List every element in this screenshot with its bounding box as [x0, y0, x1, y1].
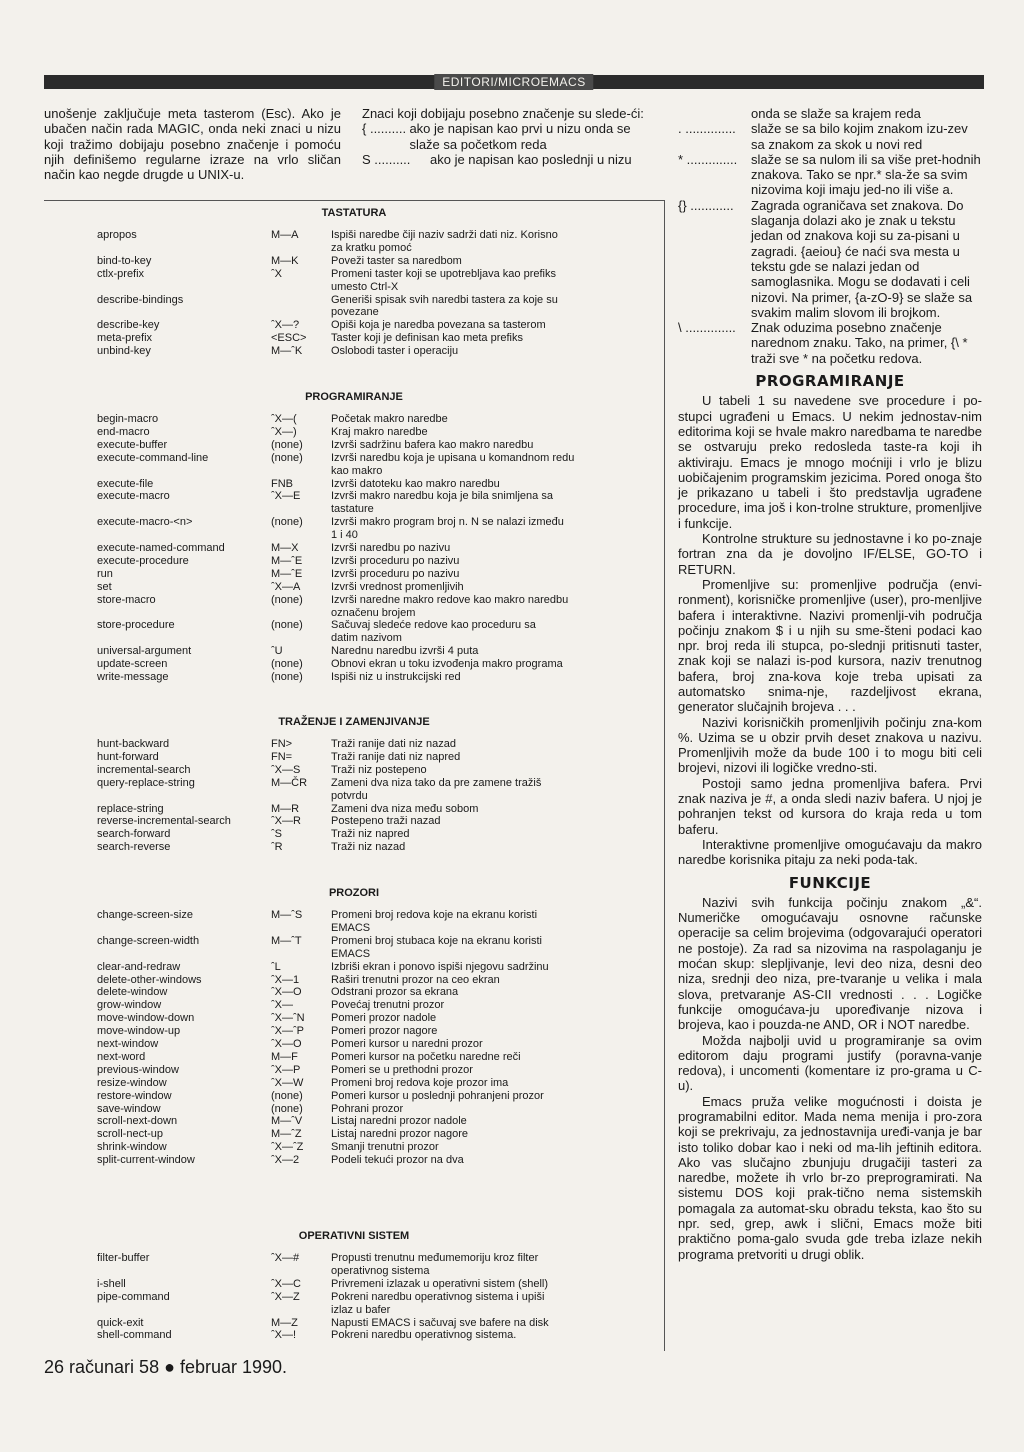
- command-name: bind-to-key: [97, 254, 152, 267]
- definition-text: onda se slaže sa krajem reda: [751, 106, 921, 121]
- key-binding: ˆX—C: [271, 1277, 301, 1290]
- command-name: execute-file: [97, 477, 154, 490]
- definition-symbol: * ..............: [678, 151, 738, 167]
- command-name: apropos: [97, 229, 137, 241]
- key-binding: ˆR: [271, 841, 283, 854]
- key-binding: ˆX: [271, 267, 282, 280]
- description-line: potvrdu: [331, 789, 368, 802]
- key-binding: ˆS: [271, 828, 282, 841]
- description-line: označenu brojem: [331, 606, 416, 619]
- command-description: [331, 619, 581, 645]
- body-paragraph: Interaktivne promenljive omogućavaju da makro naredbe korisnika pitaju za neki poda-tak.: [678, 836, 982, 868]
- command-name: set: [97, 580, 112, 593]
- key-binding: (none): [271, 658, 303, 671]
- column-left: [44, 106, 341, 182]
- command-description: [331, 974, 581, 987]
- description-line: Pokreni naredbu operativnog sistema.: [331, 1329, 517, 1342]
- key-binding: M—K: [271, 254, 299, 267]
- command-description: [331, 999, 581, 1012]
- key-binding: M—A: [271, 229, 299, 241]
- key-binding: ˆX—W: [271, 1076, 304, 1089]
- description-line: Oslobodi taster i operaciju: [331, 345, 459, 358]
- command-name: quick-exit: [97, 1316, 144, 1329]
- command-name: execute-macro-<n>: [97, 516, 193, 529]
- key-binding: ˆX—1: [271, 973, 300, 986]
- definition-row: [678, 106, 982, 121]
- description-line: Traži niz nazad: [331, 841, 406, 854]
- description-line: Izvrši datoteku kao makro naredbu: [331, 477, 500, 490]
- command-description: [331, 490, 581, 516]
- command-name: pipe-command: [97, 1290, 170, 1303]
- command-name: shrink-window: [97, 1141, 167, 1154]
- description-line: Ispiši niz u instrukcijski red: [331, 671, 461, 683]
- description-line: Pomeri prozor nadole: [331, 1012, 437, 1025]
- command-name: delete-other-windows: [97, 973, 202, 986]
- key-binding: ˆX—?: [271, 319, 300, 332]
- command-name: split-current-window: [97, 1154, 195, 1167]
- command-name: replace-string: [97, 802, 164, 815]
- body-paragraph: Nazivi svih funkcija počinju znakom „&“. Numeričke omogućavaju osnovne računske operacije sa celim brojevima (odgovarajući operatori ne postoje). Za rad sa nizovima na raspolaganju je moćan skup: slepljivanje, levi deo niza, desni deo niza, srednji deo niza, pre-tvaranje u velika i mala slova, pretvaranje AS-CII vrednosti . . . Logičke funkcije omogućava-ju upoređivanje nizova i brojeva, kao i pouzda-ne AND, OR i NOT naredbe.: [678, 894, 982, 1033]
- key-binding: M—ˆZ: [271, 1128, 302, 1141]
- description-line: Početak makro naredbe: [331, 413, 448, 425]
- command-description: [331, 1012, 581, 1025]
- command-description: [331, 1128, 581, 1141]
- key-binding: M—F: [271, 1050, 298, 1063]
- command-description: [331, 764, 581, 777]
- command-description: [331, 1154, 581, 1167]
- description-line: Raširi trenutni prozor na ceo ekran: [331, 973, 500, 986]
- description-line: Traži niz postepeno: [331, 763, 427, 776]
- definition-row: [678, 121, 982, 152]
- key-binding: FN=: [271, 750, 293, 763]
- description-line: Izbriši ekran i ponovo ispiši njegovu sadržinu: [331, 960, 549, 973]
- table-section-title: OPERATIVNI SISTEM: [298, 1230, 410, 1242]
- definition-symbol: {} ............: [678, 197, 734, 213]
- command-description: [331, 294, 581, 320]
- description-line: Zameni dva niza među sobom: [331, 802, 479, 815]
- command-name: move-window-down: [97, 1012, 195, 1025]
- description-line: Traži niz napred: [331, 828, 410, 841]
- description-line: Listaj naredni prozor nadole: [331, 1115, 467, 1128]
- description-line: datim nazivom: [331, 632, 402, 645]
- command-description: [331, 1077, 581, 1090]
- description-line: Kraj makro naredbe: [331, 425, 428, 438]
- command-name: previous-window: [97, 1063, 179, 1076]
- body-paragraph: Nazivi korisničkih promenljivih počinju zna-kom %. Uzima se u obzir prvih deset znakova u nazivu. Promenljivih može da bude 100 i to mogu biti celi brojevi, nizovi ili logičke vredno-sti.: [678, 714, 982, 776]
- command-name: query-replace-string: [97, 776, 195, 789]
- command-name: write-message: [97, 671, 169, 683]
- description-line: Pomeri kursor u poslednji pohranjeni prozor: [331, 1089, 544, 1102]
- table-section-title: TASTATURA: [321, 207, 387, 219]
- command-name: next-window: [97, 1038, 159, 1050]
- key-binding: M—Z: [271, 1316, 298, 1329]
- command-description: [331, 1252, 581, 1278]
- command-description: [331, 751, 581, 764]
- command-description: [331, 738, 581, 751]
- key-binding: ˆL: [271, 960, 281, 973]
- table-section-title: TRAŽENJE I ZAMENJIVANJE: [278, 716, 430, 728]
- command-description: [331, 581, 581, 594]
- header-bar: [44, 75, 984, 89]
- definition-text: Zagrada ograničava set znakova. Do slaganja dolazi ako je znak u tekstu jedan od znakova koji su za-pisani u zagradi. {aeiou} će naći sva mesta u tekstu gde se nalazi jedan od samoglasnika. Mogu se dodavati i celi nizovi. Na primer, {a-zO-9} se slaže sa svakim malim slovom ili brojkom.: [751, 197, 973, 320]
- key-binding: ˆX—Z: [271, 1290, 300, 1303]
- key-binding: (none): [271, 619, 303, 632]
- description-line: Pomeri se u prethodni prozor: [331, 1063, 473, 1076]
- def-row: [362, 152, 662, 167]
- key-binding: ˆX—ˆZ: [271, 1141, 304, 1154]
- heading-funkcije: FUNKCIJE: [788, 873, 872, 892]
- body-paragraph: Emacs pruža velike mogućnosti i doista je programabilni editor. Mada nema menija i pro-zora koji se prekrivaju, za jednostavnija uređi-vanja je bar isto toliko dobar kao i neki od ma-lih jeftinih editora. Ako vas slučajno zbunjuju drugačiji tasteri za naredbe, možete ih vrlo br-zo preprogramirati. Na sistemu DOS koji prak-tično nema sistemskih pomagala za automat-sku obradu teksta, kao što su npr. sed, grep, awk i slični, Emacs može biti praktično poma-galo svuda gde treba izlaze nekih programa pretvoriti u drugi oblik.: [678, 1093, 982, 1262]
- description-line: Napusti EMACS i sačuvaj sve bafere na disk: [331, 1316, 549, 1329]
- key-binding: (none): [271, 438, 303, 451]
- column-middle-intro: [362, 106, 662, 167]
- command-name: change-screen-size: [97, 909, 193, 921]
- key-binding: ˆX—A: [271, 580, 301, 593]
- description-line: operativnog sistema: [331, 1264, 430, 1277]
- description-line: Izvrši vrednost promenljivih: [331, 580, 464, 593]
- description-line: Promeni broj stubaca koje na ekranu koristi: [331, 934, 542, 947]
- command-description: [331, 345, 581, 358]
- body-paragraph: Promenljive su: promenljive područja (envi-ronment), korisničke promenljive (user), pro-menljive bafera i interaktivne. Nazivi promenlji-vih područja počinju znakom $ i u njih su sme-šteni podaci kao npr. broj reda ili stupca, po-slednji pritisnuti taster, znak koji se nalazi is-pod kursora, naziv trenutnog bafera, broj zna-kova koje treba upisati za automatsko snima-nje, razdeljivost ekrana, generator slučajnih brojeva . . .: [678, 576, 982, 715]
- key-binding: ˆX—P: [271, 1063, 301, 1076]
- description-line: umesto Ctrl-X: [331, 280, 399, 293]
- key-binding: FN>: [271, 738, 293, 750]
- command-name: save-window: [97, 1102, 161, 1115]
- command-name: filter-buffer: [97, 1252, 150, 1264]
- command-description: [331, 1038, 581, 1051]
- command-name: scroll-nect-up: [97, 1128, 164, 1141]
- description-line: Sačuvaj sledeće redove kao proceduru sa: [331, 619, 536, 632]
- command-description: [331, 555, 581, 568]
- description-line: Izvrši naredbu po nazivu: [331, 542, 451, 554]
- key-binding: M—ČR: [271, 776, 308, 789]
- command-name: execute-named-command: [97, 542, 225, 554]
- description-line: Listaj naredni prozor nagore: [331, 1128, 468, 1141]
- key-binding: ˆX—): [271, 425, 297, 438]
- description-line: Podeli tekući prozor na dva: [331, 1154, 464, 1167]
- definition-symbol: \ ..............: [678, 320, 736, 336]
- key-binding: M—ˆE: [271, 554, 303, 567]
- command-name: universal-argument: [97, 645, 192, 658]
- command-description: [331, 986, 581, 999]
- command-name: restore-window: [97, 1089, 172, 1102]
- definition-text: Znak oduzima posebno značenje narednom znaku. Tako, na primer, {\ * traži sve * na početku redova.: [751, 320, 968, 366]
- def-key: S ..........: [362, 151, 411, 167]
- command-name: hunt-backward: [97, 738, 170, 750]
- command-description: [331, 594, 581, 620]
- body-paragraph: Postoji samo jedna promenljiva bafera. Prvi znak naziva je #, a onda sledi naziv bafera. U njoj je pohranjen tekst od kursora do kraja reda u tom baferu.: [678, 775, 982, 837]
- command-name: store-procedure: [97, 619, 175, 632]
- description-line: izlaz u bafer: [331, 1303, 391, 1316]
- key-binding: ˆX—!: [271, 1329, 297, 1342]
- command-name: store-macro: [97, 593, 156, 606]
- command-name: run: [97, 567, 113, 580]
- command-description: [331, 1278, 581, 1291]
- description-line: Izvrši proceduru po nazivu: [331, 554, 460, 567]
- command-description: [331, 426, 581, 439]
- description-line: 1 i 40: [331, 529, 358, 542]
- definition-symbol: . ..............: [678, 121, 736, 137]
- definition-row: [678, 320, 982, 366]
- command-description: [331, 841, 581, 854]
- description-line: Opiši koja je naredba povezana sa tasterom: [331, 319, 546, 332]
- command-description: [331, 935, 581, 961]
- key-binding: <ESC>: [271, 332, 307, 345]
- command-name: describe-bindings: [97, 293, 184, 306]
- col1-paragraph: unošenje zaključuje meta tasterom (Esc). Ako je ubačen način rada MAGIC, onda neki znaci u nizu koji tražimo dobijaju posebno značenje i pomoću njih definišemo regularne izraze na vrlo sličan način kao negde drugde u UNIX-u.: [44, 106, 341, 183]
- command-description: [331, 1051, 581, 1064]
- description-line: tastature: [331, 503, 374, 516]
- command-description: [331, 671, 581, 684]
- def-key: { ..........: [362, 121, 407, 137]
- command-description: [331, 1103, 581, 1116]
- command-name: begin-macro: [97, 413, 159, 425]
- command-description: [331, 828, 581, 841]
- command-name: next-word: [97, 1050, 146, 1063]
- description-line: Odstrani prozor sa ekrana: [331, 986, 459, 999]
- command-name: end-macro: [97, 425, 150, 438]
- command-name: move-window-up: [97, 1025, 181, 1038]
- command-description: [331, 439, 581, 452]
- command-description: [331, 229, 581, 255]
- command-description: [331, 413, 581, 426]
- def-row: [362, 121, 662, 152]
- command-description: [331, 542, 581, 555]
- command-description: [331, 961, 581, 974]
- definition-text: slaže se sa nulom ili sa više pret-hodnih znakova. Tako se npr.* sla-že sa svim nizovima koji imaju jed-no ili više a.: [751, 151, 981, 198]
- key-binding: (none): [271, 593, 303, 606]
- command-name: execute-buffer: [97, 438, 168, 451]
- description-line: Promeni broj redova koje na ekranu koristi: [331, 909, 538, 921]
- page-footer: 26 računari 58 ● februar 1990.: [44, 1357, 288, 1377]
- command-name: resize-window: [97, 1076, 167, 1089]
- description-line: Narednu naredbu izvrši 4 puta: [331, 645, 479, 658]
- command-description: [331, 658, 581, 671]
- col2-intro: Znaci koji dobijaju posebno značenje su slede-ći:: [362, 106, 644, 121]
- command-description: [331, 803, 581, 816]
- heading-programiranje: PROGRAMIRANJE: [755, 372, 905, 391]
- def-value: ako je napisan kao prvi u nizu onda se slaže sa početkom reda: [409, 121, 631, 152]
- command-description: [331, 1291, 581, 1317]
- command-name: execute-macro: [97, 490, 170, 503]
- command-name: scroll-next-down: [97, 1115, 178, 1128]
- command-description: [331, 1115, 581, 1128]
- key-binding: (none): [271, 1102, 303, 1115]
- command-description: [331, 332, 581, 345]
- key-binding: ˆX—(: [271, 413, 297, 425]
- description-line: Promeni taster koji se upotrebljava kao prefiks: [331, 267, 556, 280]
- key-binding: ˆX—ˆN: [271, 1012, 305, 1025]
- command-name: update-screen: [97, 658, 168, 671]
- command-name: i-shell: [97, 1277, 126, 1290]
- description-line: EMACS: [331, 947, 371, 960]
- description-line: Pomeri kursor u naredni prozor: [331, 1038, 483, 1050]
- description-line: Povećaj trenutni prozor: [331, 999, 445, 1012]
- description-line: kao makro: [331, 464, 383, 477]
- description-line: EMACS: [331, 921, 371, 934]
- command-name: unbind-key: [97, 345, 151, 358]
- definition-symbol: [678, 106, 751, 121]
- key-binding: M—ˆK: [271, 345, 303, 358]
- description-line: Postepeno traži nazad: [331, 815, 441, 828]
- key-binding: ˆX—#: [271, 1252, 300, 1264]
- key-binding: (none): [271, 516, 303, 529]
- key-binding: FNB: [271, 477, 293, 490]
- command-name: hunt-forward: [97, 750, 159, 763]
- command-description: [331, 452, 581, 478]
- key-binding: ˆX—: [271, 999, 293, 1012]
- command-description: [331, 777, 581, 803]
- key-binding: ˆX—ˆP: [271, 1025, 304, 1038]
- description-line: Pokreni naredbu operativnog sistema i upiši: [331, 1290, 545, 1303]
- table-section-title: PROZORI: [328, 887, 380, 899]
- command-name: describe-key: [97, 319, 160, 332]
- command-name: grow-window: [97, 999, 162, 1012]
- description-line: Izvrši proceduru po nazivu: [331, 567, 460, 580]
- command-description: [331, 1025, 581, 1038]
- command-name: execute-procedure: [97, 554, 189, 567]
- key-binding: ˆX—O: [271, 1038, 302, 1050]
- key-binding: M—ˆE: [271, 567, 303, 580]
- command-description: [331, 1064, 581, 1077]
- key-binding: ˆX—O: [271, 986, 302, 999]
- command-description: [331, 815, 581, 828]
- description-line: Zameni dva niza tako da pre zamene tražiš: [331, 776, 542, 789]
- command-description: [331, 1141, 581, 1154]
- description-line: Pohrani prozor: [331, 1102, 404, 1115]
- command-description: [331, 645, 581, 658]
- key-binding: (none): [271, 671, 303, 683]
- description-line: za kratku pomoć: [331, 241, 412, 254]
- description-line: Izvrši sadržinu bafera kao makro naredbu: [331, 438, 534, 451]
- def-value: ako je napisan kao poslednji u nizu: [430, 151, 632, 167]
- command-name: shell-command: [97, 1329, 172, 1342]
- key-binding: (none): [271, 451, 303, 464]
- key-binding: M—ˆS: [271, 909, 303, 921]
- body-paragraph: Možda najbolji uvid u programiranje sa ovim editorom daju programi justify (poravna-vanje redova), i uncomenti (komentare iz pro-grama u C-u).: [678, 1032, 982, 1094]
- description-line: Taster koji je definisan kao meta prefiks: [331, 332, 523, 345]
- key-binding: ˆX—S: [271, 763, 301, 776]
- key-binding: M—ˆV: [271, 1115, 303, 1128]
- key-binding: M—ˆT: [271, 934, 302, 947]
- table-section-title: PROGRAMIRANJE: [305, 391, 403, 403]
- command-description: [331, 1317, 581, 1330]
- definition-row: [678, 198, 982, 320]
- description-line: Izvrši naredne makro redove kao makro naredbu: [331, 593, 569, 606]
- description-line: Pomeri kursor na početku naredne reči: [331, 1050, 521, 1063]
- body-paragraph: U tabeli 1 su navedene sve procedure i po-stupci ugrađeni u Emacs. U nekim jednostav-nim editorima koji se hvale makro naredbama te naredbe se ostvaruju preko redosleda taste-ra koji ih aktiviraju. Emacs je mnogo moćniji i vrlo je blizu uobičajenim programskim jezicima. Pored onoga što je prikazano u tabeli i što predstavlja ugrađene procedure, ima još i kon-trolne strukture, promenljive i funkcije.: [678, 393, 982, 531]
- command-description: [331, 1329, 581, 1342]
- command-name: delete-window: [97, 986, 168, 999]
- command-description: [331, 268, 581, 294]
- command-name: change-screen-width: [97, 934, 200, 947]
- description-line: Ispiši naredbe čiji naziv sadrži dati niz. Korisno: [331, 229, 558, 241]
- key-binding: M—R: [271, 802, 300, 815]
- command-name: reverse-incremental-search: [97, 815, 231, 828]
- command-table: [44, 200, 665, 1351]
- description-line: Izvrši makro program broj n. N se nalazi između: [331, 516, 564, 529]
- key-binding: ˆX—E: [271, 490, 301, 503]
- key-binding: ˆU: [271, 645, 283, 658]
- header-title: EDITORI/MICROEMACS: [434, 74, 593, 90]
- description-line: Promeni broj redova koje prozor ima: [331, 1076, 509, 1089]
- description-line: Privremeni izlazak u operativni sistem (shell): [331, 1277, 549, 1290]
- description-line: Izvrši naredbu koja je upisana u komandnom redu: [331, 451, 575, 464]
- description-line: Generiši spisak svih naredbi tastera za koje su: [331, 293, 558, 306]
- key-binding: (none): [271, 1089, 303, 1102]
- command-description: [331, 516, 581, 542]
- column-right: [678, 106, 982, 1262]
- command-name: search-reverse: [97, 841, 171, 854]
- command-description: [331, 319, 581, 332]
- command-name: incremental-search: [97, 763, 191, 776]
- description-line: Izvrši makro naredbu koja je bila snimljena sa: [331, 490, 553, 503]
- description-line: Obnovi ekran u toku izvođenja makro programa: [331, 658, 563, 671]
- body-paragraph: Kontrolne strukture su jednostavne i ko po-znaje fortran zna da je dovoljno IF/ELSE, GO-TO i RETURN.: [678, 531, 982, 577]
- command-name: execute-command-line: [97, 451, 209, 464]
- definition-text: slaže se sa bilo kojim znakom izu-zev sa znakom za skok u novi red: [751, 121, 968, 152]
- description-line: Propusti trenutnu međumemoriju kroz filter: [331, 1252, 539, 1264]
- description-line: Pomeri prozor nagore: [331, 1025, 438, 1038]
- command-description: [331, 909, 581, 935]
- key-binding: ˆX—2: [271, 1154, 300, 1167]
- key-binding: M—X: [271, 542, 299, 554]
- command-name: ctlx-prefix: [97, 267, 145, 280]
- command-name: meta-prefix: [97, 332, 153, 345]
- command-description: [331, 478, 581, 491]
- command-description: [331, 568, 581, 581]
- description-line: Smanji trenutni prozor: [331, 1141, 439, 1154]
- description-line: Poveži taster sa naredbom: [331, 254, 462, 267]
- description-line: Traži ranije dati niz napred: [331, 750, 461, 763]
- definition-row: [678, 152, 982, 198]
- command-description: [331, 255, 581, 268]
- key-binding: ˆX—R: [271, 815, 301, 828]
- description-line: Traži ranije dati niz nazad: [331, 738, 456, 750]
- description-line: povezane: [331, 306, 379, 319]
- command-name: clear-and-redraw: [97, 960, 181, 973]
- command-name: search-forward: [97, 828, 171, 841]
- command-description: [331, 1090, 581, 1103]
